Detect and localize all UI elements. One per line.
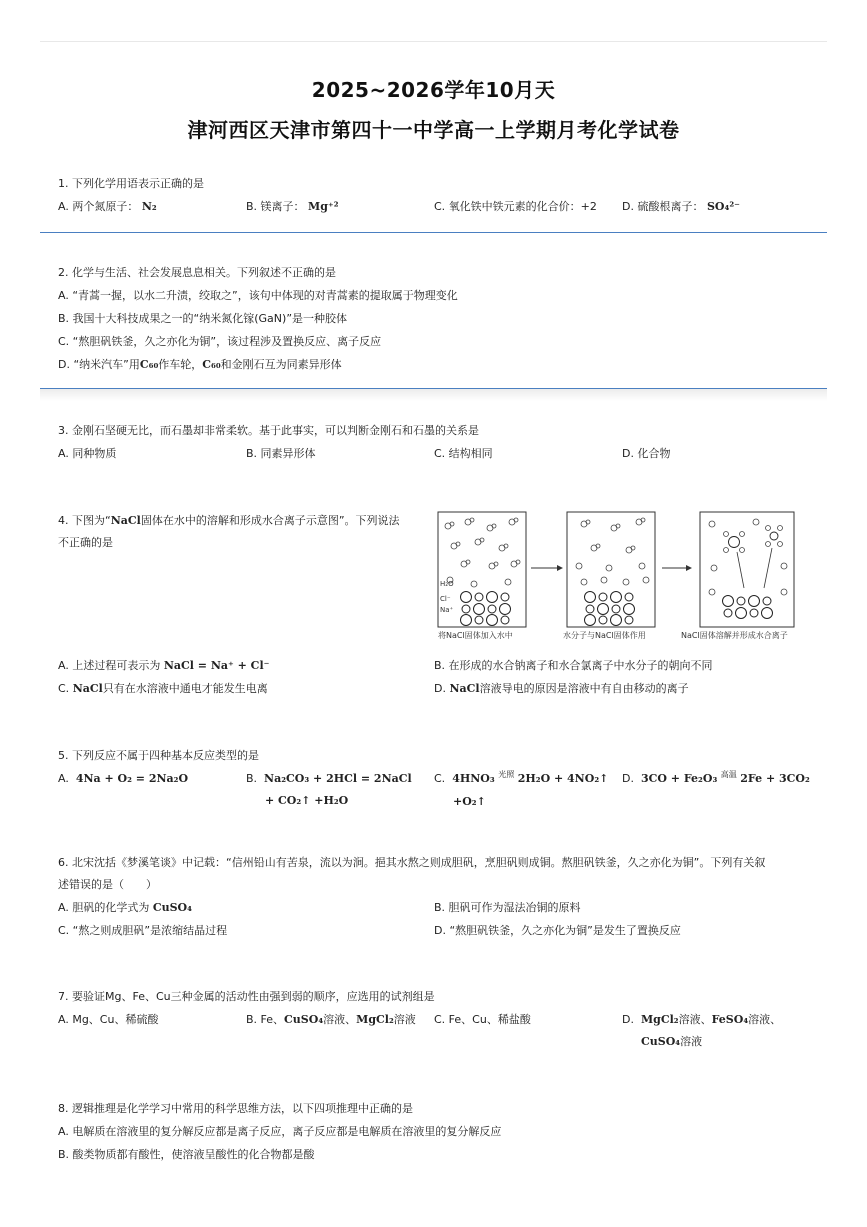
q7-option-b[interactable]: B. Fe、CuSO₄溶液、MgCl₂溶液 — [246, 1013, 416, 1026]
sodium-label: Na⁺ — [440, 606, 454, 614]
question-6-stem-line2: 述错误的是（ ） — [58, 878, 157, 891]
q1-option-d[interactable]: D. 硫酸根离子： SO₄²⁻ — [622, 200, 740, 213]
figure-caption-3: NaCl固体溶解并形成水合离子 — [681, 631, 788, 640]
question-5-stem: 5. 下列反应不属于四种基本反应类型的是 — [58, 749, 259, 762]
q6-option-d[interactable]: D. “熬胆矾铁釜，久之亦化为铜”是发生了置换反应 — [434, 924, 681, 937]
q3-option-a[interactable]: A. 同种物质 — [58, 447, 117, 460]
nacl-dissolution-figure — [434, 508, 814, 648]
q2-option-a[interactable]: A. “青蒿一握，以水二升渍，绞取之”，该句中体现的对青蒿素的提取属于物理变化 — [58, 289, 458, 302]
question-6 — [58, 852, 817, 896]
q2-option-c[interactable]: C. “熬胆矾铁釜，久之亦化为铜”，该过程涉及置换反应、离子反应 — [58, 335, 382, 348]
question-7-stem: 7. 要验证Mg、Fe、Cu三种金属的活动性由强到弱的顺序，应选用的试剂组是 — [58, 990, 435, 1003]
chloride-label: Cl⁻ — [440, 595, 451, 603]
reaction-condition-heat: 高温 — [720, 770, 737, 779]
question-3 — [58, 420, 827, 442]
reaction-condition-light: 光照 — [498, 770, 515, 779]
beaker-1 — [438, 512, 526, 627]
question-5 — [58, 745, 827, 767]
question-8-stem: 8. 逻辑推理是化学学习中常用的科学思维方法，以下四项推理中正确的是 — [58, 1102, 413, 1115]
q7-option-a[interactable]: A. Mg、Cu、稀硫酸 — [58, 1013, 159, 1026]
question-3-stem: 3. 金刚石坚硬无比，而石墨却非常柔软。基于此事实，可以判断金刚石和石墨的关系是 — [58, 424, 479, 437]
arrow-1 — [531, 565, 563, 571]
q8-option-a[interactable]: A. 电解质在溶液里的复分解反应都是离子反应，离子反应都是电解质在溶液里的复分解反应 — [58, 1125, 502, 1138]
q1-option-c[interactable]: C. 氧化铁中铁元素的化合价：+2 — [434, 200, 597, 213]
q4-option-d[interactable]: D. NaCl溶液导电的原因是溶液中有自由移动的离子 — [434, 682, 689, 695]
question-2 — [58, 262, 827, 376]
exam-title-line2: 津河西区天津市第四十一中学高一上学期月考化学试卷 — [187, 118, 680, 142]
question-1-stem: 1. 下列化学用语表示正确的是 — [58, 177, 204, 190]
q6-option-a[interactable]: A. 胆矾的化学式为 CuSO₄ — [58, 901, 192, 914]
beaker-2 — [567, 512, 655, 627]
separator-1 — [40, 232, 827, 233]
question-4 — [58, 510, 422, 554]
arrow-2 — [662, 565, 692, 571]
question-7 — [58, 986, 827, 1008]
question-4-stem: 4. 下图为“NaCl固体在水中的溶解和形成水合离子示意图”。下列说法 — [58, 514, 400, 527]
question-4-stem-line2: 不正确的是 — [58, 536, 113, 549]
q4-option-c[interactable]: C. NaCl只有在水溶液中通电才能发生电离 — [58, 682, 268, 695]
beaker-3 — [700, 512, 794, 627]
q4-option-b[interactable]: B. 在形成的水合钠离子和水合氯离子中水分子的朝向不同 — [434, 659, 713, 672]
figure-caption-2: 水分子与NaCl固体作用 — [563, 631, 646, 640]
q6-option-c[interactable]: C. “熬之则成胆矾”是浓缩结晶过程 — [58, 924, 228, 937]
q1-option-b[interactable]: B. 镁离子： Mg⁺² — [246, 200, 339, 213]
q1-option-a[interactable]: A. 两个氮原子： N₂ — [58, 200, 157, 213]
question-6-stem: 6. 北宋沈括《梦溪笔谈》中记载：“信州铅山有苦泉，流以为涧。挹其水熬之则成胆矾，烹胆矾则成铜。熬胆矾铁釜，久之亦化为铜”。下列有关叙 — [58, 856, 766, 869]
q5-option-d[interactable]: D. 3CO + Fe₂O₃ $^{高温}$ 2Fe + 3CO₂ — [622, 770, 810, 785]
q2-option-d[interactable]: D. “纳米汽车”用C₆₀作车轮，C₆₀和金刚石互为同素异形体 — [58, 358, 342, 371]
q3-option-c[interactable]: C. 结构相同 — [434, 447, 493, 460]
water-molecule-label: H₂O — [440, 580, 454, 588]
question-1 — [58, 173, 827, 195]
q3-option-b[interactable]: B. 同素异形体 — [246, 447, 316, 460]
q5-option-b[interactable]: B. Na₂CO₃ + 2HCl = 2NaCl + CO₂↑ +H₂O — [246, 772, 412, 807]
separator-shadow — [40, 389, 827, 401]
figure-caption-1: 将NaCl固体加入水中 — [438, 631, 513, 640]
question-2-stem: 2. 化学与生活、社会发展息息相关。下列叙述不正确的是 — [58, 266, 336, 279]
q7-option-c[interactable]: C. Fe、Cu、稀盐酸 — [434, 1013, 531, 1026]
q5-option-a[interactable]: A. 4Na + O₂ = 2Na₂O — [58, 772, 189, 785]
q3-option-d[interactable]: D. 化合物 — [622, 447, 671, 460]
q2-option-b[interactable]: B. 我国十大科技成果之一的“纳米氮化镓(GaN)”是一种胶体 — [58, 312, 348, 325]
q4-option-a[interactable]: A. 上述过程可表示为 NaCl = Na⁺ + Cl⁻ — [58, 659, 270, 672]
q6-option-b[interactable]: B. 胆矾可作为湿法冶铜的原料 — [434, 901, 581, 914]
q8-option-b[interactable]: B. 酸类物质都有酸性，使溶液呈酸性的化合物都是酸 — [58, 1148, 315, 1161]
q7-option-d[interactable]: D. MgCl₂溶液、FeSO₄溶液、 CuSO₄溶液 — [622, 1013, 782, 1048]
top-rule — [40, 41, 827, 42]
question-8 — [58, 1098, 827, 1166]
exam-title-line1: 2025~2026学年10月天 — [311, 78, 556, 102]
q5-option-c[interactable]: C. 4HNO₃ $^{光照}$ 2H₂O + 4NO₂↑ +O₂↑ — [434, 770, 609, 808]
